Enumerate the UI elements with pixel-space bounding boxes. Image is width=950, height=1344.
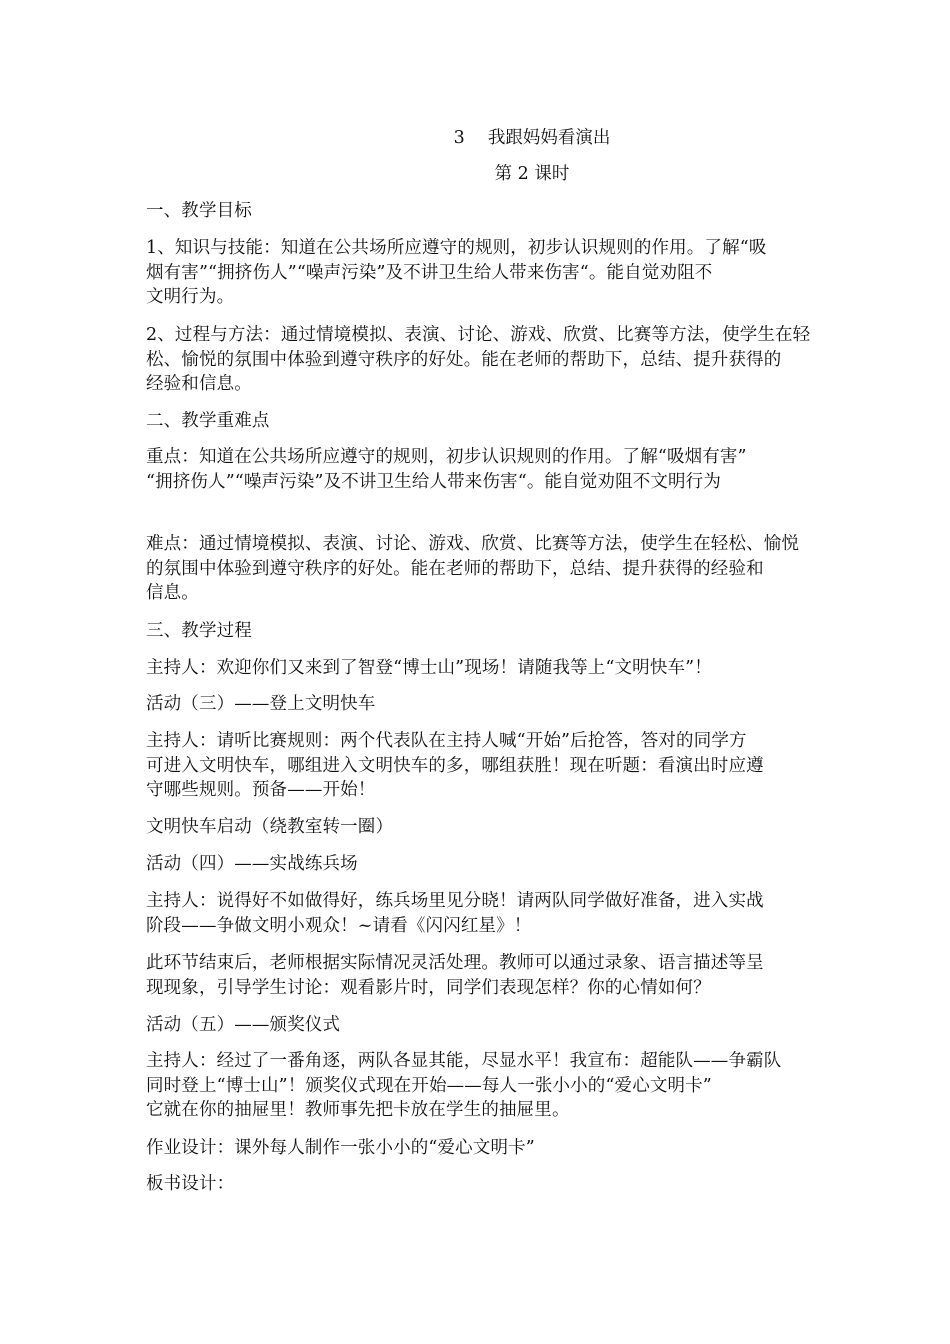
section-heading-objectives bbox=[146, 199, 810, 224]
paragraph-line: 主持人：请听比赛规则：两个代表队在主持人喊“开始”后抢答，答对的同学方 bbox=[146, 731, 747, 751]
paragraph-line: 活动（三）——登上文明快车 bbox=[146, 694, 376, 714]
paragraph-key-point bbox=[146, 445, 810, 494]
paragraph-line: 主持人：经过了一番角逐，两队各显其能，尽显水平！我宣布：超能队——争霸队 bbox=[146, 1051, 782, 1071]
paragraph-line: 可进入文明快车，哪组进入文明快车的多，哪组获胜！现在听题：看演出时应遵 bbox=[146, 755, 764, 776]
paragraph-knowledge-skills bbox=[146, 236, 810, 310]
paragraph-board-design bbox=[146, 1172, 810, 1197]
paragraph-difficult-point bbox=[146, 532, 810, 606]
paragraph-line: 现现象，引导学生讨论：观看影片时，同学们表现怎样？你的心情如何？ bbox=[146, 977, 711, 998]
heading-line: 二、教学重难点 bbox=[146, 411, 270, 431]
paragraph-line: 活动（四）——实战练兵场 bbox=[146, 854, 358, 874]
paragraph-line: “拥挤伤人”“噪声污染”及不讲卫生给人带来伤害“。能自觉劝阻不文明行为 bbox=[146, 471, 721, 492]
paragraph-line: 同时登上“博士山”！颁奖仪式现在开始——每人一张小小的“爱心文明卡” bbox=[146, 1075, 712, 1096]
paragraph-line: 烟有害”“拥挤伤人”“噪声污染”及不讲卫生给人带来伤害“。能自觉劝阻不 bbox=[146, 262, 713, 283]
paragraph-line: 主持人：欢迎你们又来到了智登“博士山”现场！请随我等上“文明快车”！ bbox=[146, 658, 712, 678]
paragraph-train-start bbox=[146, 815, 810, 840]
document-title: 3 我跟妈妈看演出 bbox=[453, 128, 611, 148]
paragraph-line: 主持人：说得好不如做得好，练兵场里见分晓！请两队同学做好准备，进入实战 bbox=[146, 891, 764, 911]
paragraph-line: 此环节结束后，老师根据实际情况灵活处理。教师可以通过录象、语言描述等呈 bbox=[146, 953, 764, 973]
paragraph-line: 1、知识与技能：知道在公共场所应遵守的规则，初步认识规则的作用。了解“吸 bbox=[146, 238, 767, 258]
paragraph-host-practice bbox=[146, 889, 810, 938]
paragraph-line: 松、愉悦的氛围中体验到遵守秩序的好处。能在老师的帮助下，总结、提升获得的 bbox=[146, 349, 782, 370]
paragraph-line: 活动（五）——颁奖仪式 bbox=[146, 1015, 341, 1035]
section-heading-process bbox=[146, 619, 810, 644]
paragraph-host-rules bbox=[146, 729, 810, 803]
paragraph-line: 板书设计： bbox=[146, 1174, 235, 1194]
paragraph-line: 2、过程与方法：通过情境模拟、表演、讨论、游戏、欣赏、比赛等方法，使学生在轻 bbox=[146, 325, 811, 345]
paragraph-host-awards bbox=[146, 1049, 810, 1123]
paragraph-activity-three bbox=[146, 692, 810, 717]
section-heading-key-points bbox=[146, 409, 810, 434]
paragraph-line: 作业设计：课外每人制作一张小小的“爱心文明卡” bbox=[146, 1138, 535, 1158]
paragraph-line: 文明行为。 bbox=[146, 287, 235, 307]
paragraph-activity-five bbox=[146, 1013, 810, 1038]
heading-line: 三、教学过程 bbox=[146, 621, 252, 641]
paragraph-host-welcome bbox=[146, 656, 810, 681]
paragraph-line: 难点：通过情境模拟、表演、讨论、游戏、欣赏、比赛等方法，使学生在轻松、愉悦 bbox=[146, 534, 800, 554]
paragraph-line: 文明快车启动（绕教室转一圈） bbox=[146, 817, 394, 837]
paragraph-line: 它就在你的抽屉里！教师事先把卡放在学生的抽屉里。 bbox=[146, 1100, 570, 1120]
document-subtitle: 第 2 课时 bbox=[494, 164, 570, 184]
paragraph-line: 信息。 bbox=[146, 583, 199, 603]
paragraph-line: 阶段——争做文明小观众！~请看《闪闪红星》！ bbox=[146, 915, 532, 936]
paragraph-line: 守哪些规则。预备——开始！ bbox=[146, 780, 376, 800]
paragraph-activity-four bbox=[146, 852, 810, 877]
heading-line: 一、教学目标 bbox=[146, 201, 252, 221]
paragraph-line: 重点：知道在公共场所应遵守的规则，初步认识规则的作用。了解“吸烟有害” bbox=[146, 447, 747, 467]
paragraph-teacher-note bbox=[146, 951, 810, 1000]
paragraph-process-methods bbox=[146, 323, 810, 397]
paragraph-homework bbox=[146, 1136, 810, 1161]
paragraph-line: 经验和信息。 bbox=[146, 374, 252, 394]
paragraph-line: 的氛围中体验到遵守秩序的好处。能在老师的帮助下，总结、提升获得的经验和 bbox=[146, 558, 764, 579]
